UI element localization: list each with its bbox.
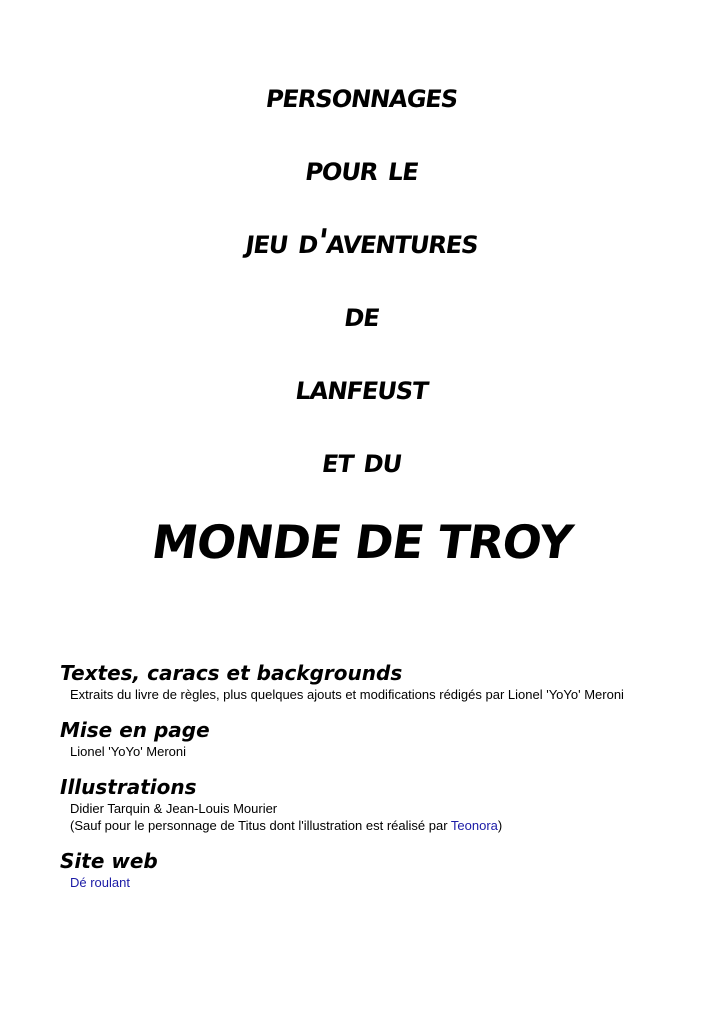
section-text-texts: Extraits du livre de règles, plus quelques ajouts et modifications rédigés par Lionel 'YoYo' Meroni [70,687,624,702]
credits-section-texts [60,660,700,703]
credits-section-layout [60,717,700,760]
credits [60,660,700,905]
section-heading-website: Site web [60,849,158,873]
illustration-note-prefix: (Sauf pour le personnage de Titus dont l'illustration est réalisé par [70,818,451,833]
section-text-website [60,874,700,891]
credits-section-illustrations [60,774,700,834]
title-line-monde-de-troy: MONDE DE TROY [148,515,576,569]
section-text-layout: Lionel 'YoYo' Meroni [70,744,187,759]
section-heading-illustrations: Illustrations [60,775,197,799]
section-text-illustrators: Didier Tarquin & Jean-Louis Mourier [70,801,278,816]
section-text-illustration-note [60,817,700,834]
illustration-note-suffix: ) [497,818,503,833]
title-line-jeu-d-aventures: jeu d'aventures [243,222,481,262]
teonora-link[interactable]: Teonora [450,818,498,833]
website-link[interactable]: Dé roulant [70,875,130,890]
credits-section-website [60,848,700,891]
title-line-lanfeust: lanfeust [293,368,431,408]
title-line-et-du: et du [319,441,405,481]
title-line-personnages: personnages [263,76,461,116]
title-line-de: de [342,295,382,335]
title-line-pour-le: pour le [302,149,422,189]
title-block [0,78,724,568]
section-heading-layout: Mise en page [60,718,210,742]
section-heading-texts: Textes, caracs et backgrounds [60,661,403,685]
